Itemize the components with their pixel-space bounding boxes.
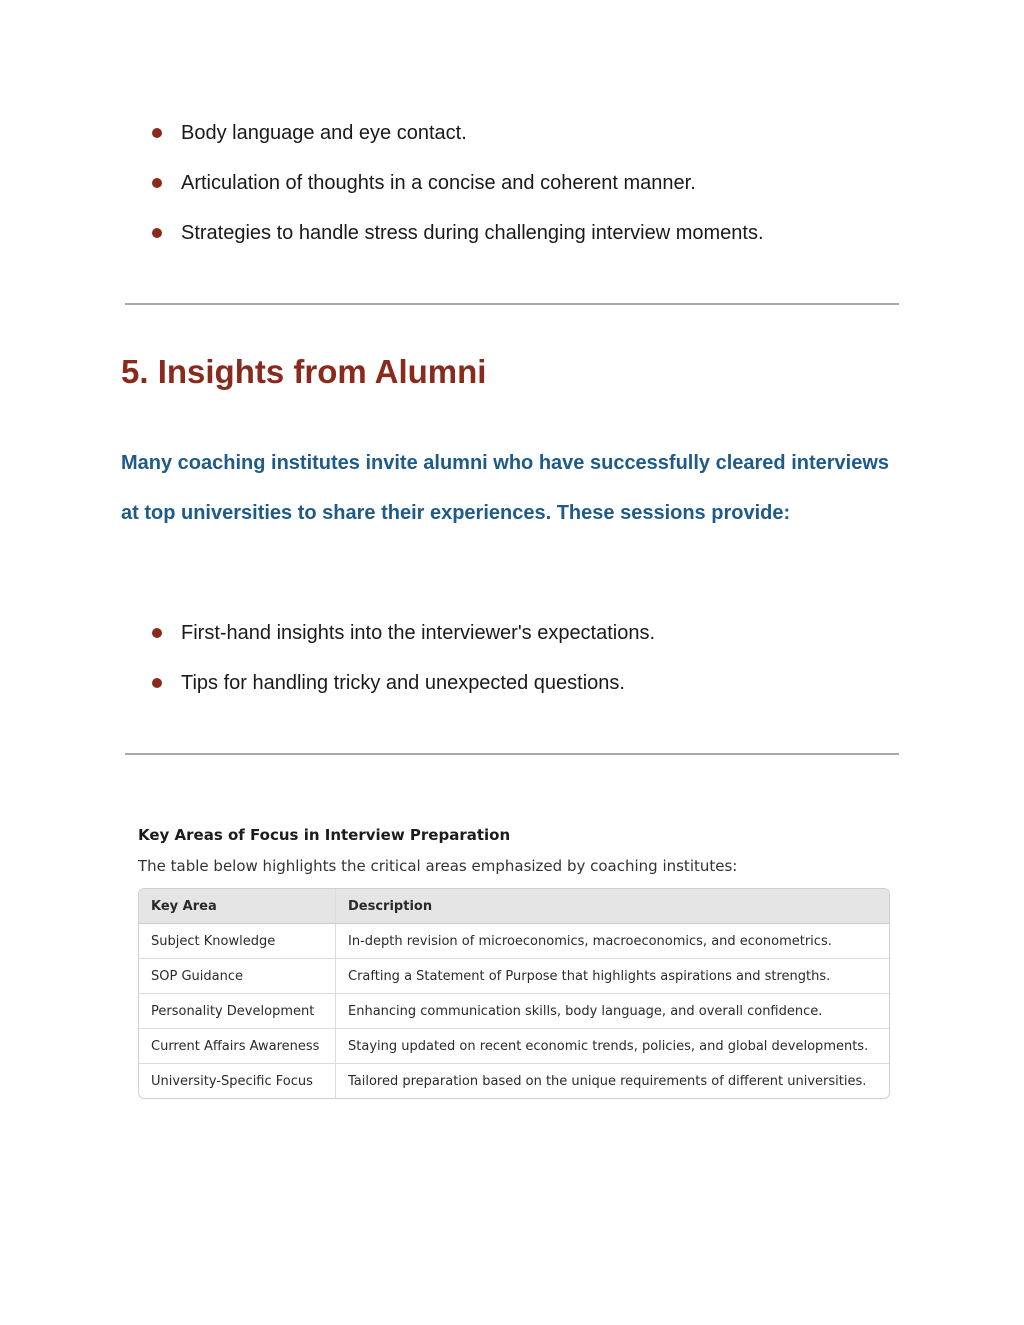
list-item-text: Tips for handling tricky and unexpected questions. <box>181 672 625 694</box>
horizontal-divider <box>125 753 899 755</box>
table-heading: Key Areas of Focus in Interview Preparation <box>138 826 511 844</box>
table-row <box>139 924 889 959</box>
cell-key-area: University-Specific Focus <box>139 1064 336 1099</box>
table-row <box>139 959 889 994</box>
table-row <box>139 1029 889 1064</box>
bullet-dot-icon <box>152 128 162 138</box>
horizontal-divider <box>125 303 899 305</box>
list-item <box>152 171 764 221</box>
column-header-key-area: Key Area <box>139 889 336 924</box>
table-row <box>139 1064 889 1099</box>
section-title: 5. Insights from Alumni <box>121 353 487 390</box>
list-item-text: Body language and eye contact. <box>181 122 467 144</box>
list-item <box>152 121 764 171</box>
cell-description: Enhancing communication skills, body language, and overall confidence. <box>336 994 890 1029</box>
list-item-text: First-hand insights into the interviewer's expectations. <box>181 622 656 644</box>
bullet-list-alumni-benefits <box>152 621 655 721</box>
list-item <box>152 671 655 721</box>
table-container <box>138 888 890 1099</box>
cell-key-area: SOP Guidance <box>139 959 336 994</box>
cell-key-area: Current Affairs Awareness <box>139 1029 336 1064</box>
cell-description: In-depth revision of microeconomics, macroeconomics, and econometrics. <box>336 924 890 959</box>
embedded-table-figure <box>138 820 890 1099</box>
bullet-dot-icon <box>152 628 162 638</box>
list-item-text: Strategies to handle stress during challenging interview moments. <box>181 222 764 244</box>
list-item-text: Articulation of thoughts in a concise and coherent manner. <box>181 172 696 194</box>
cell-description: Tailored preparation based on the unique requirements of different universities. <box>336 1064 890 1099</box>
table-row <box>139 994 889 1029</box>
section-intro: Many coaching institutes invite alumni who have successfully cleared interviews at top universities to share their experiences. These sessions provide: <box>121 452 890 524</box>
bullet-dot-icon <box>152 178 162 188</box>
cell-key-area: Personality Development <box>139 994 336 1029</box>
list-item <box>152 221 764 271</box>
cell-description: Crafting a Statement of Purpose that highlights aspirations and strengths. <box>336 959 890 994</box>
bullet-dot-icon <box>152 678 162 688</box>
focus-areas-table <box>139 889 889 1098</box>
cell-key-area: Subject Knowledge <box>139 924 336 959</box>
table-lead: The table below highlights the critical areas emphasized by coaching institutes: <box>138 857 738 875</box>
bullet-list-interview-skills <box>152 121 764 271</box>
bullet-dot-icon <box>152 228 162 238</box>
list-item <box>152 621 655 671</box>
table-header-row <box>139 889 889 924</box>
column-header-description: Description <box>336 889 890 924</box>
cell-description: Staying updated on recent economic trends, policies, and global developments. <box>336 1029 890 1064</box>
